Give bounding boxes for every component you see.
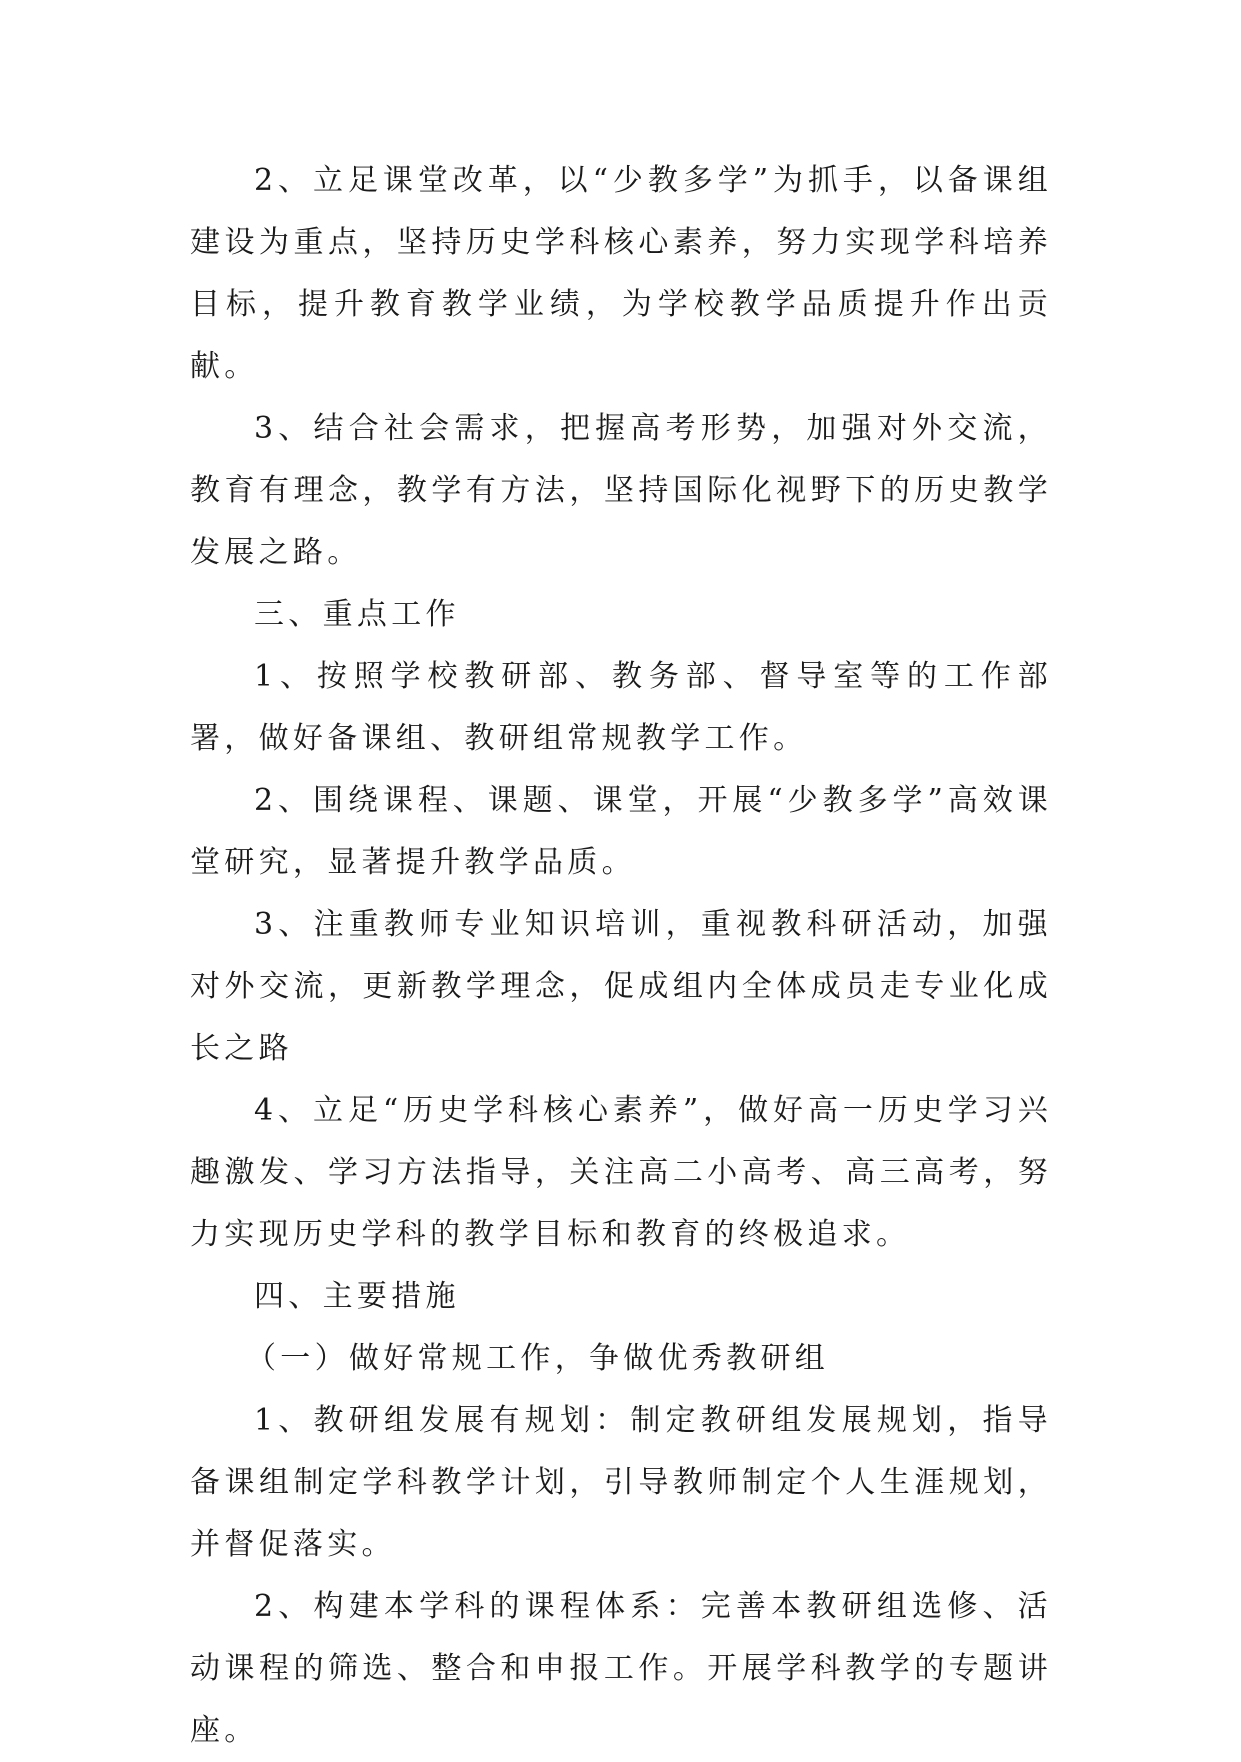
paragraph-measure-1: 1、教研组发展有规划：制定教研组发展规划，指导备课组制定学科教学计划，引导教师制定个人生涯规划，并督促落实。 — [190, 1403, 1052, 1562]
paragraph-key-work-2: 2、围绕课程、课题、课堂，开展“少教多学”高效课堂研究，显著提升教学品质。 — [190, 783, 1052, 880]
document-body — [190, 150, 1052, 1762]
section-heading-key-work: 三、重点工作 — [254, 597, 460, 632]
section-heading-main-measures: 四、主要措施 — [254, 1279, 460, 1314]
paragraph-key-work-1: 1、按照学校教研部、教务部、督导室等的工作部署，做好备课组、教研组常规教学工作。 — [190, 659, 1052, 756]
subsection-heading-routine-work: （一）做好常规工作，争做优秀教研组 — [246, 1341, 830, 1376]
paragraph-goal-3: 3、结合社会需求，把握高考形势，加强对外交流，教育有理念，教学有方法，坚持国际化视野下的历史教学发展之路。 — [190, 411, 1052, 570]
paragraph-measure-2: 2、构建本学科的课程体系：完善本教研组选修、活动课程的筛选、整合和申报工作。开展学科教学的专题讲座。 — [190, 1589, 1052, 1748]
paragraph-key-work-4: 4、立足“历史学科核心素养”，做好高一历史学习兴趣激发、学习方法指导，关注高二小高考、高三高考，努力实现历史学科的教学目标和教育的终极追求。 — [190, 1093, 1052, 1252]
paragraph-key-work-3: 3、注重教师专业知识培训，重视教科研活动，加强对外交流，更新教学理念，促成组内全体成员走专业化成长之路 — [190, 907, 1052, 1066]
paragraph-goal-2: 2、立足课堂改革，以“少教多学”为抓手，以备课组建设为重点，坚持历史学科核心素养，努力实现学科培养目标，提升教育教学业绩，为学校教学品质提升作出贡献。 — [190, 163, 1052, 384]
